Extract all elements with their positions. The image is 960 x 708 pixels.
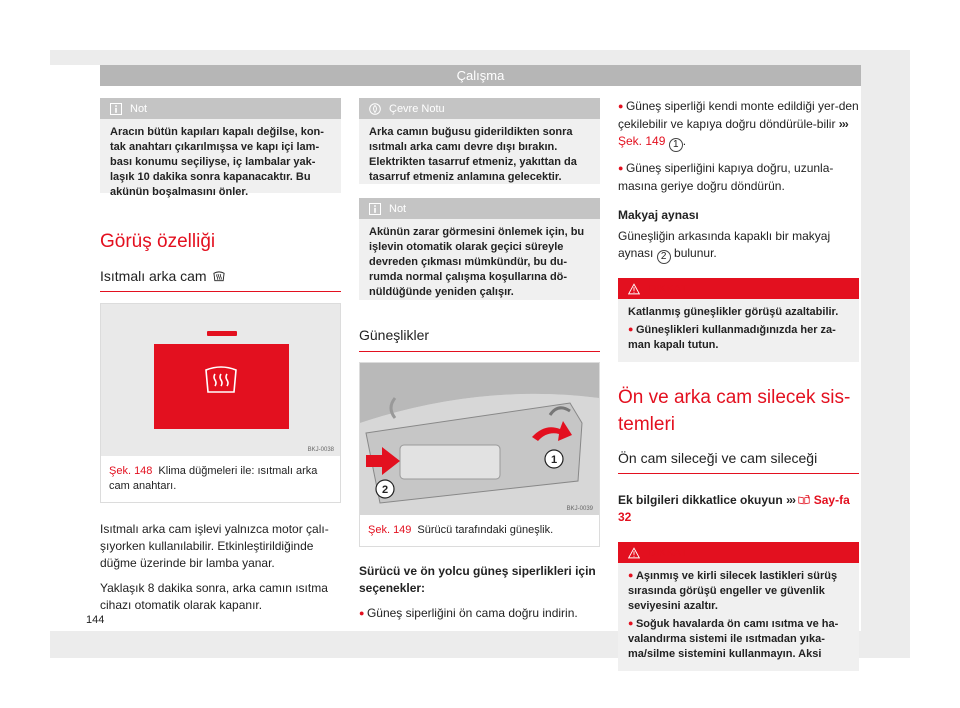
- warning-box: [618, 542, 859, 671]
- note-text: Aracın bütün kapıları kapalı değilse, kon-tak anahtarı çıkarılmışsa ve kapı içi lam-bası konumu seçiliyse, iç lambalar yak-laşık 10 dakika sonra kapanacaktır. Bu akünün boşalmasını önler.: [110, 126, 324, 198]
- ref-arrows: ›››: [838, 117, 848, 131]
- page-number: 144: [86, 614, 105, 626]
- page-reference-link[interactable]: Say-fa 32: [618, 493, 850, 524]
- note-text: Akünün zarar görmesini önlemek için, bu işlevin otomatik olarak geçici süreyle devreden çıkması mümkündür, bu du-rumda normal çalışma koşullarına dö-nüldüğünde yeniden çalışır.: [369, 226, 585, 298]
- warning-icon: [628, 547, 640, 559]
- callout-2-ref: 2: [657, 250, 671, 264]
- figure-148-image: [101, 304, 340, 456]
- paragraph: Yaklaşık 8 dakika sonra, arka camın ısıtma cihazı otomatik olarak kapanır.: [100, 581, 328, 612]
- subsection-title-heated-rear-window: [100, 268, 341, 292]
- mirror-text-a: Güneşliğin arkasında kapaklı bir makyaj aynası: [618, 229, 831, 260]
- info-reference: [618, 492, 859, 526]
- warning-bullet: ● Güneşlikleri kullanmadığınızda her za-man kapalı tutun.: [628, 323, 849, 353]
- figure-caption-text: Klima düğmeleri ile: ısıtmalı arka cam anahtarı.: [109, 465, 318, 492]
- column-3: [618, 98, 859, 671]
- section-title-gorus: Görüş özelliği: [100, 231, 216, 252]
- section-title-gunesliker: Güneşlikler: [359, 327, 430, 343]
- figure-code: BKJ-0038: [307, 447, 334, 453]
- warning-text: Katlanmış güneşlikler görüşü azaltabilir.: [628, 306, 839, 318]
- section-title-gunesliker-wrap: [359, 327, 600, 343]
- warning-body: [618, 299, 859, 362]
- figure-148-caption: [101, 456, 340, 502]
- indicator-lamp: [207, 331, 237, 336]
- ref-arrows: ›››: [786, 493, 796, 507]
- callout-1-ref: 1: [669, 138, 683, 152]
- column-1: [100, 98, 341, 614]
- figure-149-image: [360, 363, 599, 515]
- bullet-end: .: [682, 134, 687, 148]
- figure-caption-text: Sürücü tarafındaki güneşlik.: [417, 524, 554, 536]
- figure-code: BKJ-0039: [566, 506, 593, 512]
- rear-window-heater-icon: [213, 270, 225, 282]
- figure-148: [100, 303, 341, 503]
- figure-reference-link[interactable]: Şek. 149: [618, 134, 666, 148]
- section-title-wipers: Ön ve arka cam silecek sis-temleri: [618, 387, 851, 435]
- warning-box: [618, 278, 859, 362]
- warning-bullet: ● Soğuk havalarda ön camı ısıtma ve ha-valandırma sistemi ile ısıtmadan yıka-ma/silme sistemini kullanmayın. Aksi: [628, 617, 849, 662]
- figure-number: Şek. 148: [109, 465, 153, 477]
- rear-window-button: [154, 344, 289, 429]
- mirror-text-b: bulunur.: [674, 246, 717, 260]
- figure-149: [359, 362, 600, 547]
- figure-number: Şek. 149: [368, 524, 412, 536]
- callout-1: 1: [550, 454, 558, 466]
- column-2: [359, 98, 600, 623]
- eco-note-heading: Çevre Notu: [389, 102, 445, 115]
- callout-2: 2: [381, 484, 389, 496]
- note-box: [100, 98, 341, 198]
- warning-icon: [628, 283, 640, 295]
- leaf-icon: [369, 103, 381, 115]
- note-heading: Not: [389, 202, 407, 215]
- vanity-mirror-cover: [400, 445, 500, 479]
- note-header: [359, 198, 600, 219]
- info-icon: [369, 203, 381, 215]
- bullet-item: [618, 98, 859, 152]
- paragraph: Isıtmalı arka cam işlevi yalnızca motor çalı-şıyorken kullanılabilir. Etkinleştirildiğinde düğme üzerinde bir lamba yanar.: [100, 522, 329, 570]
- note-heading: Not: [130, 102, 148, 115]
- warning-header: [618, 278, 859, 299]
- warning-body: [618, 563, 859, 671]
- info-text: Ek bilgileri dikkatlice okuyun: [618, 493, 783, 507]
- mirror-heading: Makyaj aynası: [618, 208, 699, 222]
- book-icon: [798, 494, 810, 506]
- note-box: [359, 198, 600, 300]
- warning-header: [618, 542, 859, 563]
- figure-149-caption: [360, 515, 599, 546]
- warning-bullet: ● Aşınmış ve kirli silecek lastikleri sürüş sırasında görüşü engeller ve güvenlik seviyesini azaltır.: [628, 569, 849, 614]
- warning-heading: DİKKAT: [648, 282, 687, 295]
- note-header: [100, 98, 341, 119]
- options-heading: Sürücü ve ön yolcu güneş siperlikleri için seçenekler:: [359, 564, 596, 595]
- bullet-item: ● Güneş siperliğini ön cama doğru indirin.: [359, 605, 600, 623]
- info-icon: [110, 103, 122, 115]
- bullet-text: Güneş siperliği kendi monte edildiği yer-den çekilebilir ve kapıya doğru döndürüle-bilir: [618, 99, 859, 131]
- page-header: Çalışma: [100, 65, 861, 86]
- mirror-text: [618, 228, 859, 264]
- eco-note-header: [359, 98, 600, 119]
- eco-note-text: Arka camın buğusu giderildikten sonra ısıtmalı arka camı devre dışı bırakın. Elektrikten tasarruf etmeniz, yakıttan da tasarruf etmeniz anlamına gelecektir.: [369, 126, 577, 183]
- subsection-title-wipers: Ön cam sileceği ve cam sileceği: [618, 450, 859, 474]
- eco-note-box: [359, 98, 600, 184]
- warning-heading: DİKKAT: [648, 546, 687, 559]
- bullet-item: ● Güneş siperliğini kapıya doğru, uzunla-masına geriye doğru döndürün.: [618, 160, 859, 195]
- subsection-title-text: Isıtmalı arka cam: [100, 268, 207, 284]
